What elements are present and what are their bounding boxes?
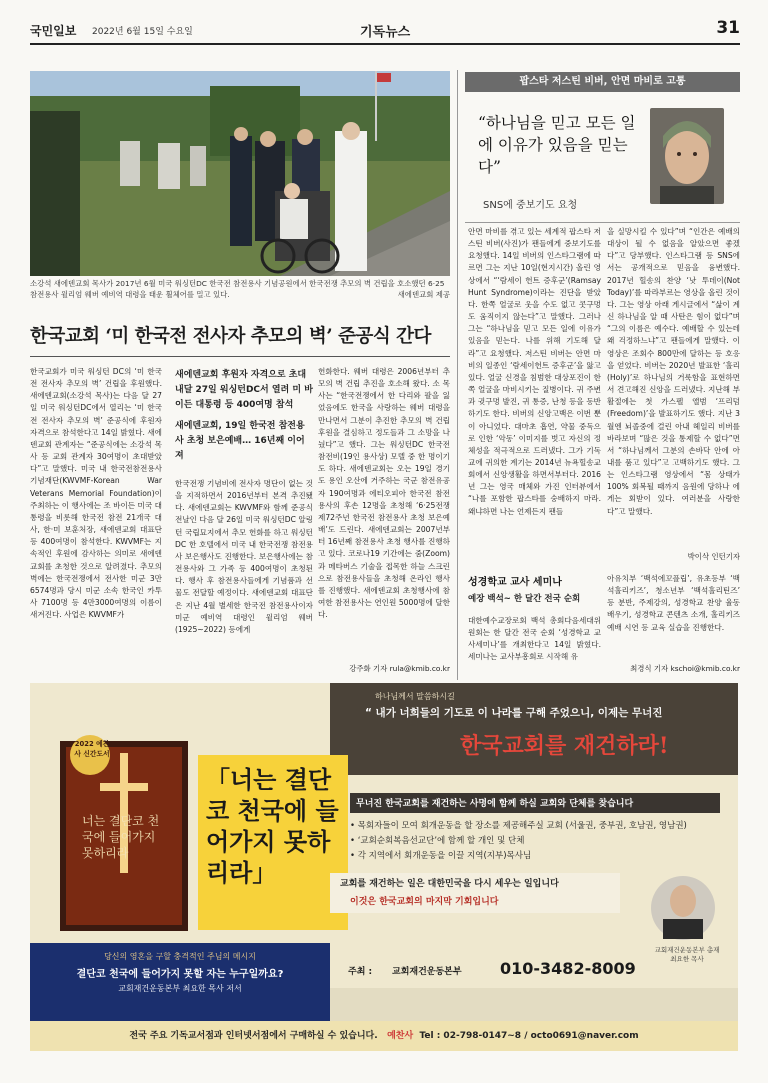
organizer-phone: 010-3482-8009 <box>500 959 636 978</box>
side-article-col-1: 대한예수교장로회 백석 총회다음세대위원회는 한 달간 전국 순회 ‘성경학교 교사세미나’를 개최한다고 14일 밝혔다. 세미나는 교사부흥회로 시작해 유 <box>468 616 601 662</box>
ad-bottom-text: 전국 주요 기독교서점과 인터넷서점에서 구매하실 수 있습니다. <box>129 1031 378 1041</box>
organizer-label: 주최 : <box>348 967 373 977</box>
ad-left-tag: 당신의 영혼을 구할 충격적인 주님의 메시지 <box>104 952 256 961</box>
subhead-1: 새에덴교회 후원자 자격으로 초대 내달 27일 워싱턴DC서 열려 미 바이든 대통령 등 400여명 참석 <box>175 370 313 410</box>
headline-rule <box>30 356 450 357</box>
side-article-col-2: 아유치부 ‘백석에꼬플립’, 유초등부 ‘백석홀리키즈’, 청소년부 ‘백석홀리틴즈’ 등 분반, 주제강의, 성경학교 찬양 율동 배우기, 성경학교 콘텐츠 소개, 홀리키즈 예배 시연 등 교육 실습을 진행한다. <box>607 574 740 632</box>
right-byline: 박이삭 인턴기자 <box>687 552 740 561</box>
right-article-quote: “하나님을 믿고 모든 일에 이유가 있음을 믿는다” <box>478 114 636 176</box>
ad-bullets <box>350 819 730 864</box>
ad-bottom-bar <box>30 1021 738 1051</box>
book-cover-title: 너는 결단코 천국에 들어가지 못하리라 <box>82 814 160 860</box>
subhead-2: 새에덴교회, 19일 한국전 참전용사 초청 보은예배… 16년째 이어져 <box>175 421 305 461</box>
ad-message-2: 이것은 한국교회의 마지막 기회입니다 <box>350 897 499 907</box>
right-article-col-1: 안면 마비를 겪고 있는 세계적 팝스타 저스틴 비버(사진)가 팬들에게 중보기도를 요청했다. 14일 비버의 인스타그램에 따르면 그는 지난 10일(현지시간) 올린 영상에서 “‘람세이 헌트 증후군’(Ramsay Hunt Syndrome)이라는 진단을 받았다. 한쪽 얼굴로 웃을 수도 없고 콧구멍도 움직이지 않는다”고 말했다. 그러나 그는 “하나님을 믿고 모든 일에 이유가 있음을 믿는다. 나를 위해 기도해 달라”고 요청했다. 저스틴 비버는 안면 마비의 일종인 ‘람세이헌트 증후군’을 앓고 있다. 얼굴 신경을 침범한 대상포진이 한쪽 얼굴을 마비시키는 질병이다. 귀 주변과 귓구멍 발진, 귀 통증, 난청 등을 동반하기도 한다. 비버의 신앙고백은 이번 뿐이 아니었다. 대마초 흡연, 약물 중독으로 인한 ‘악동’ 이미지를 벗고 자신의 정체성을 적극적으로 드러냈다. 그가 기독교에 귀의한 계기는 2014년 뉴욕힐송교회에서 신앙생활을 하면서부터다. 2016년 그는 영국 매체와 가진 인터뷰에서 “나를 포함한 팝스타를 숭배하지 마라. 왜냐하면 나는 언제든지 팬들 <box>468 227 601 516</box>
side-article-title: 성경학교 교사 세미나 <box>468 577 562 588</box>
side-byline: 최경식 기자 kschoi@kmib.co.kr <box>630 664 740 673</box>
main-headline: 한국교회 ‘미 한국전 전사자 추모의 벽’ 준공식 간다 <box>30 326 431 347</box>
side-article-subtitle: 예장 백석~ 한 달간 전국 순회 <box>468 594 581 604</box>
photo-caption <box>30 278 450 300</box>
ad-left-question: 결단코 천국에 들어가지 못할 자는 누구일까요? <box>76 969 284 980</box>
publisher-contact: Tel : 02-798-0147~8 / octo0691@naver.com <box>419 1031 639 1041</box>
photo-credit: 새에덴교회 제공 <box>397 290 450 299</box>
right-article-rule <box>465 222 740 223</box>
paper-name: 국민일보 <box>30 24 77 38</box>
ad-quote: “ 내가 너희들의 기도로 이 나라를 구해 주었으니, 이제는 무너진 <box>365 707 663 719</box>
main-byline: 강주화 기자 rula@kmib.co.kr <box>349 664 450 673</box>
ad-bullet: • ‘교회순회복음선교단’에 함께 할 개인 및 단체 <box>350 836 525 846</box>
ad-bullet: • 목회자들이 모여 회개운동을 할 장소를 제공해주실 교회 (서울권, 중부권, 호남권, 영남권) <box>350 821 687 831</box>
masthead-rule <box>30 43 740 45</box>
issue-date: 2022년 6월 15일 수요일 <box>92 27 193 37</box>
ad-message-1: 교회를 재건하는 일은 대한민국을 다시 세우는 일입니다 <box>340 879 559 889</box>
section-title: 기독뉴스 <box>360 25 411 40</box>
main-subheads <box>175 368 313 470</box>
ad-big-title: 「너는 결단코 천국에 들어가지 못하리라」 <box>206 766 339 887</box>
right-article-banner: 팝스타 저스틴 비버, 안면 마비로 고통 <box>465 72 740 92</box>
justin-bieber-photo <box>650 108 724 204</box>
right-article-subhead: SNS에 중보기도 요청 <box>483 200 578 211</box>
ad-kicker: 하나님께서 말씀하시길 <box>375 692 455 701</box>
main-article-col-2: 한국전쟁 기념비에 전사자 명단이 없는 것을 지적하면서 2016년부터 본격 추진됐다. 새에덴교회는 KWVMF와 함께 준공식 전날인 다음 달 26일 미국 워싱턴DC 알링턴 국립묘지에서 추모 헌화를 하고 워싱턴DC 한 호텔에서 미국 내 한국전쟁 참전용사 보은행사도 진행한다. 보은행사에는 참전용사와 그 가족 등 400여명이 초청된다. 행사 후 참전용사들에게 기념품과 선물도 전달할 예정이다. 새에덴교회 대표단은 지난 4월 별세한 한국전 참전용사이자 미군 예비역 대령인 윌리엄 웨버(1925~2022) 등에게 <box>175 479 313 634</box>
masthead <box>30 18 740 40</box>
memorial-photo <box>30 71 450 276</box>
main-article-col-1: 한국교회가 미국 워싱턴 DC의 ‘미 한국전 전사자 추모의 벽’ 건립을 후원했다. 새에덴교회(소강석 목사)는 다음 달 27일 미국 워싱턴DC에서 열리는 ‘미 한국전 전사자 추모의 벽’ 준공식에 후원자 자격으로 참석한다고 14일 밝혔다. 새에덴교회 관계자는 “준공식에는 소강석 목사 등 교회 관계자 30여명이 초대받았다”고 말했다. 미국 내 한국전참전용사기념재단(KWVMF-Korean War Veterans Memorial Foundation)이 주최하는 이 행사에는 조 바이든 미국 대통령을 비롯해 한국전 참전 21개국 대사, 한·미 보훈처장, 새에덴교회 대표단 등 400여명이 참석한다. KWVMF는 지속적인 후원에 감사하는 의미로 새에덴교회를 초청한 것으로 알려졌다. 추모의 벽에는 한국전쟁에서 전사한 미군 3만6574명과 당시 미군 소속 한국인 카투사 7100명 등 4만3000여명의 이름이 새겨진다. 사업은 KWVMF가 <box>30 367 162 620</box>
right-article-col-2: 을 실망시킬 수 있다”며 “인간은 예배의 대상이 될 수 없음을 알았으면 좋겠다”고 당부했다. 인스타그램 등 SNS에서는 공개적으로 믿음을 융변했다. 2017년 힐송의 찬양 ‘낫 투데이(Not Today)’를 따라부르는 영상을 올린 것이다. 그는 영상 아래 게시글에서 “삶이 계신 하나님을 알 때 사탄은 힘이 없다”며 “그의 이름은 예수다. 예배할 수 있는데 왜 걱정하느냐”고 팬들에게 말했다. 이 영상은 조회수 800만에 달하는 등 호응을 얻었다. 비버는 2020년 발표한 ‘홀리(Holy)’로 하나님의 거룩함을 표현하면서 견고해진 신앙을 드러냈다. 지난해 부활절에는 첫 가스펠 앨범 ‘프리덤(Freedom)’을 발표하기도 했다. 지난 3월엔 뇌졸중에 걸린 아내 헤일리 비버를 바라보며 “많은 것을 통제할 수 없다”면서 “하나님께서 그분의 손바닥 안에 아내를 품고 있다”고 고백하기도 했다. 그는 인스타그램 영상에서 “몸 상태가 100% 회복될 때까지 음원에 당하나 에게는 회받이 있다. 여러분을 사랑한다”고 말했다. <box>607 227 740 516</box>
ad-left-author: 교회재건운동본부 최요한 목사 저서 <box>118 984 242 993</box>
book-badge: 2022 예찬사 신간도서 <box>74 740 110 758</box>
side-article-heading <box>468 573 608 604</box>
column-divider <box>457 70 458 680</box>
main-article-col-3: 헌화한다. 웨버 대령은 2006년부터 추모의 벽 건립 추진을 호소해 왔다. 소 목사는 “한국전쟁에서 한 다리와 팔을 잃었음에도 한국을 사랑하는 웨버 대령을 만나면서 그분이 추진한 추모의 벽 건립 후원을 결심하고 정도들과 그 소망을 나눴다”고 했다. 그는 워싱턴DC 한국전 참전비(19인 용사상) 모델 중 한 명이기도 하다. 새에덴교회는 오는 19일 경기도 용인 오산에 거주하는 국군 참전유공자 190여명과 에티오피아 한국전 참전용사의 후손 12명을 초청해 ‘6·25전쟁 제72주년 한국전 참전용사 초청 보은예배’도 드린다. 새에덴교회는 2007년부터 16년째 참전용사 초청 행사를 진행하고 있다. 코로나19 기간에는 줌(Zoom)과 메타버스 기술을 접목한 하늘 스크린으로 참전용사들을 초청해 온라인 행사를 진행했다. 새에덴교회 초청행사에 참여한 참전용사는 연인원 5000명에 달한다. <box>318 367 450 620</box>
caption-text: 소강석 새에덴교회 목사가 2017년 6월 미국 워싱턴DC 한국전 참전용사 기념공원에서 한국전쟁 추모의 벽 건립을 호소했던 6·25 참전용사 윌리엄 웨버 예비역 대령을 태운 휠체어를 밀고 있다. <box>30 279 445 299</box>
ad-slogan: 한국교회를 재건하라! <box>460 733 669 759</box>
organizer-name: 교회재건운동본부 <box>392 967 462 977</box>
publisher-name: 예찬사 <box>387 1031 414 1041</box>
page-number: 31 <box>716 18 740 38</box>
ad-recruit: 무너진 한국교회를 재건하는 사명에 함께 하실 교회와 단체를 찾습니다 <box>356 799 634 809</box>
ad-bullet: • 각 지역에서 회개운동을 이끌 지역(지부)목사님 <box>350 851 532 861</box>
book-advertisement <box>30 683 738 1051</box>
person-caption: 교회재건운동본부 총재 최요한 목사 <box>654 946 720 963</box>
